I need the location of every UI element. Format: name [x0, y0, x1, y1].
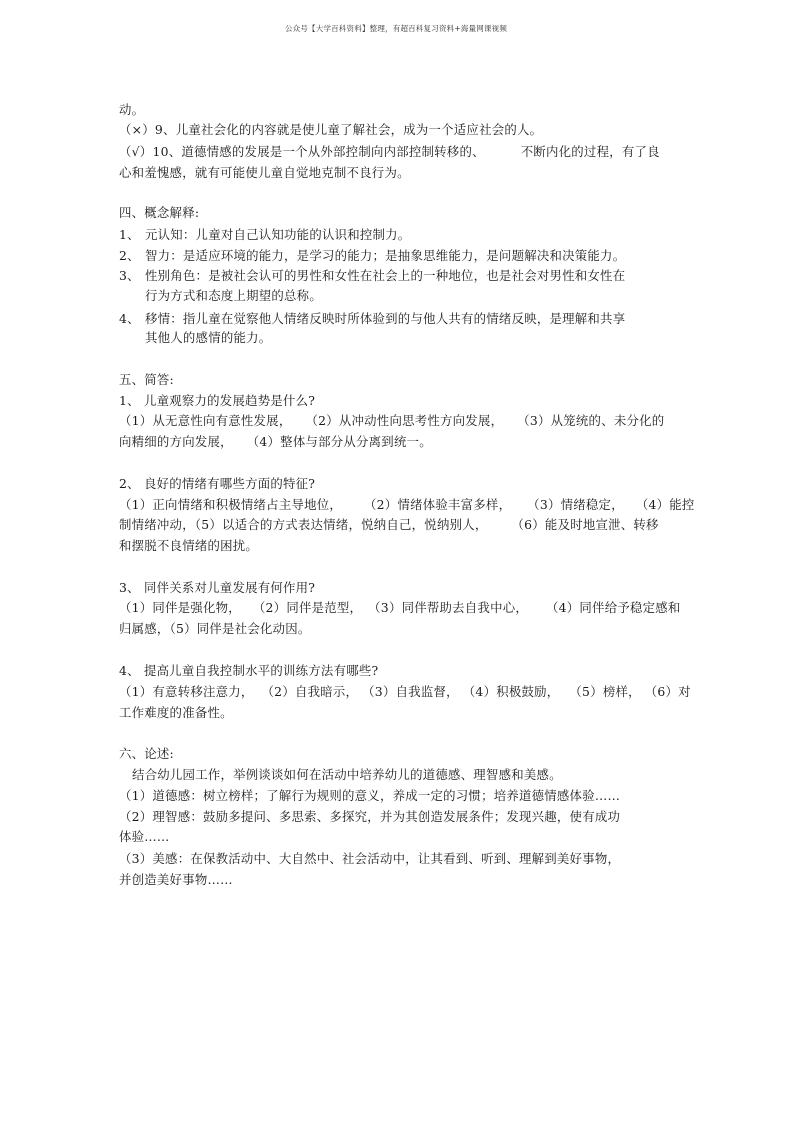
essay-intro: 结合幼儿园工作，举例谈谈如何在活动中培养幼儿的道德感、理智感和美感。	[132, 767, 562, 782]
concept-text: 移情：指儿童在觉察他人情绪反映时所体验到的与他人共有的情绪反映，是理解和共享	[145, 311, 626, 326]
judge-item-10-continuation: 心和羞愧感，就有可能使儿童自觉地克制不良行为。	[119, 165, 410, 180]
judge-text: 10、道德情感的发展是一个从外部控制向内部控制转移的、	[152, 144, 485, 159]
answer-point: （3）同伴帮助去自我中心，	[368, 600, 528, 615]
concepts-heading: 四、概念解释:	[119, 205, 200, 220]
answer-4-line-1	[119, 684, 691, 700]
page-header-note: 公众号【大学百科资料】整理，有超百科复习资料+海量网课视频	[284, 24, 508, 33]
answer-point: 向精细的方向发展，	[119, 434, 233, 449]
answer-point: （1）有意转移注意力，	[119, 684, 254, 699]
essay-heading: 六、论述:	[119, 746, 174, 761]
answer-point: （1）从无意性向有意性发展，	[119, 413, 292, 428]
answer-2-line-3: 和摆脱不良情绪的困扰。	[119, 538, 259, 553]
concept-text: 性别角色：是被社会认可的男性和女性在社会上的一种地位，也是社会对男性和女性在	[145, 268, 626, 283]
answer-point: （4）能控	[635, 497, 695, 512]
essay-point-3-continuation: 并创造美好事物……	[119, 872, 233, 887]
answer-point: （1）同伴是强化物，	[119, 600, 241, 615]
answer-4-line-2: 工作难度的准备性。	[119, 705, 233, 720]
concept-item	[119, 248, 625, 264]
concept-item	[119, 268, 625, 284]
short-answer-heading: 五、简答:	[119, 372, 174, 387]
essay-point-2: （2）理智感：鼓励多提问、多思索、多探究，并为其创造发展条件；发现兴趣，使有成功	[119, 809, 621, 824]
answer-point: （5）以适合的方式表达情绪，悦纳自己，悦纳别人，	[194, 517, 488, 532]
answer-point: （3）自我监督，	[362, 684, 459, 699]
answer-point: （4）同伴给予稳定感和	[546, 600, 681, 615]
answer-point: 归属感，	[119, 621, 170, 636]
concept-text: 智力：是适应环境的能力，是学习的能力；是抽象思维能力，是问题解决和决策能力。	[145, 248, 626, 263]
question-1: 1、 儿童观察力的发展趋势是什么?	[119, 393, 316, 408]
answer-point: （2）从冲动性向思考性方向发展，	[305, 413, 504, 428]
concept-number: 2、	[119, 248, 140, 263]
concept-number: 4、	[119, 311, 140, 326]
answer-point: （4）积极鼓励，	[462, 684, 560, 699]
answer-point: （3）情绪稳定，	[527, 497, 624, 512]
concept-number: 1、	[119, 227, 140, 242]
essay-point-2-continuation: 体验……	[119, 829, 170, 844]
question-2: 2、 良好的情绪有哪些方面的特征?	[119, 476, 316, 491]
judge-text: 9、儿童社会化的内容就是使儿童了解社会，成为一个适应社会的人。	[154, 122, 543, 137]
answer-point: （4）整体与部分从分离到统一。	[246, 434, 432, 449]
concept-item	[119, 311, 625, 327]
concept-number: 3、	[119, 268, 140, 283]
answer-point: （3）从笼统的、未分化的	[517, 413, 665, 428]
answer-point: （5）同伴是社会化动因。	[169, 621, 311, 636]
answer-point: （6）能及时地宣泄、转移	[511, 517, 659, 532]
answer-3-line-1	[119, 600, 681, 616]
judge-item-9	[119, 122, 542, 138]
judge-mark: （×）	[119, 122, 155, 137]
answer-point: （2）同伴是范型，	[252, 600, 363, 615]
judge-item-10	[119, 144, 660, 160]
essay-point-3: （3）美感：在保教活动中、大自然中、社会活动中，让其看到、听到、理解到美好事物，	[119, 851, 621, 866]
answer-1-line-1	[119, 413, 664, 429]
answer-point: 制情绪冲动，	[119, 517, 195, 532]
judge-continuation: 动。	[119, 102, 145, 117]
concept-item	[119, 227, 410, 243]
judge-mark: （√）	[119, 144, 153, 159]
question-4: 4、 提高儿童自我控制水平的训练方法有哪些?	[119, 663, 379, 678]
concept-continuation: 其他人的感情的能力。	[145, 330, 272, 345]
answer-point: （2）自我暗示，	[261, 684, 359, 699]
judge-text: 不断内化的过程，有了良	[520, 144, 660, 159]
answer-2-line-1	[119, 497, 695, 513]
answer-3-line-2	[119, 621, 311, 637]
answer-point: （5）榜样，	[569, 684, 641, 699]
answer-2-line-2	[119, 517, 659, 533]
answer-point: （2）情绪体验丰富多样，	[364, 497, 512, 512]
answer-point: （6）对	[644, 684, 691, 699]
question-3: 3、 同伴关系对儿童发展有何作用?	[119, 580, 316, 595]
essay-point-1: （1）道德感：树立榜样；了解行为规则的意义，养成一定的习惯；培养道德情感体验……	[119, 788, 621, 803]
concept-continuation: 行为方式和态度上期望的总称。	[145, 288, 322, 303]
answer-point: （1）正向情绪和积极情绪占主导地位，	[119, 497, 343, 512]
answer-1-line-2	[119, 434, 432, 450]
concept-text: 元认知：儿童对自己认知功能的认识和控制力。	[145, 227, 411, 242]
